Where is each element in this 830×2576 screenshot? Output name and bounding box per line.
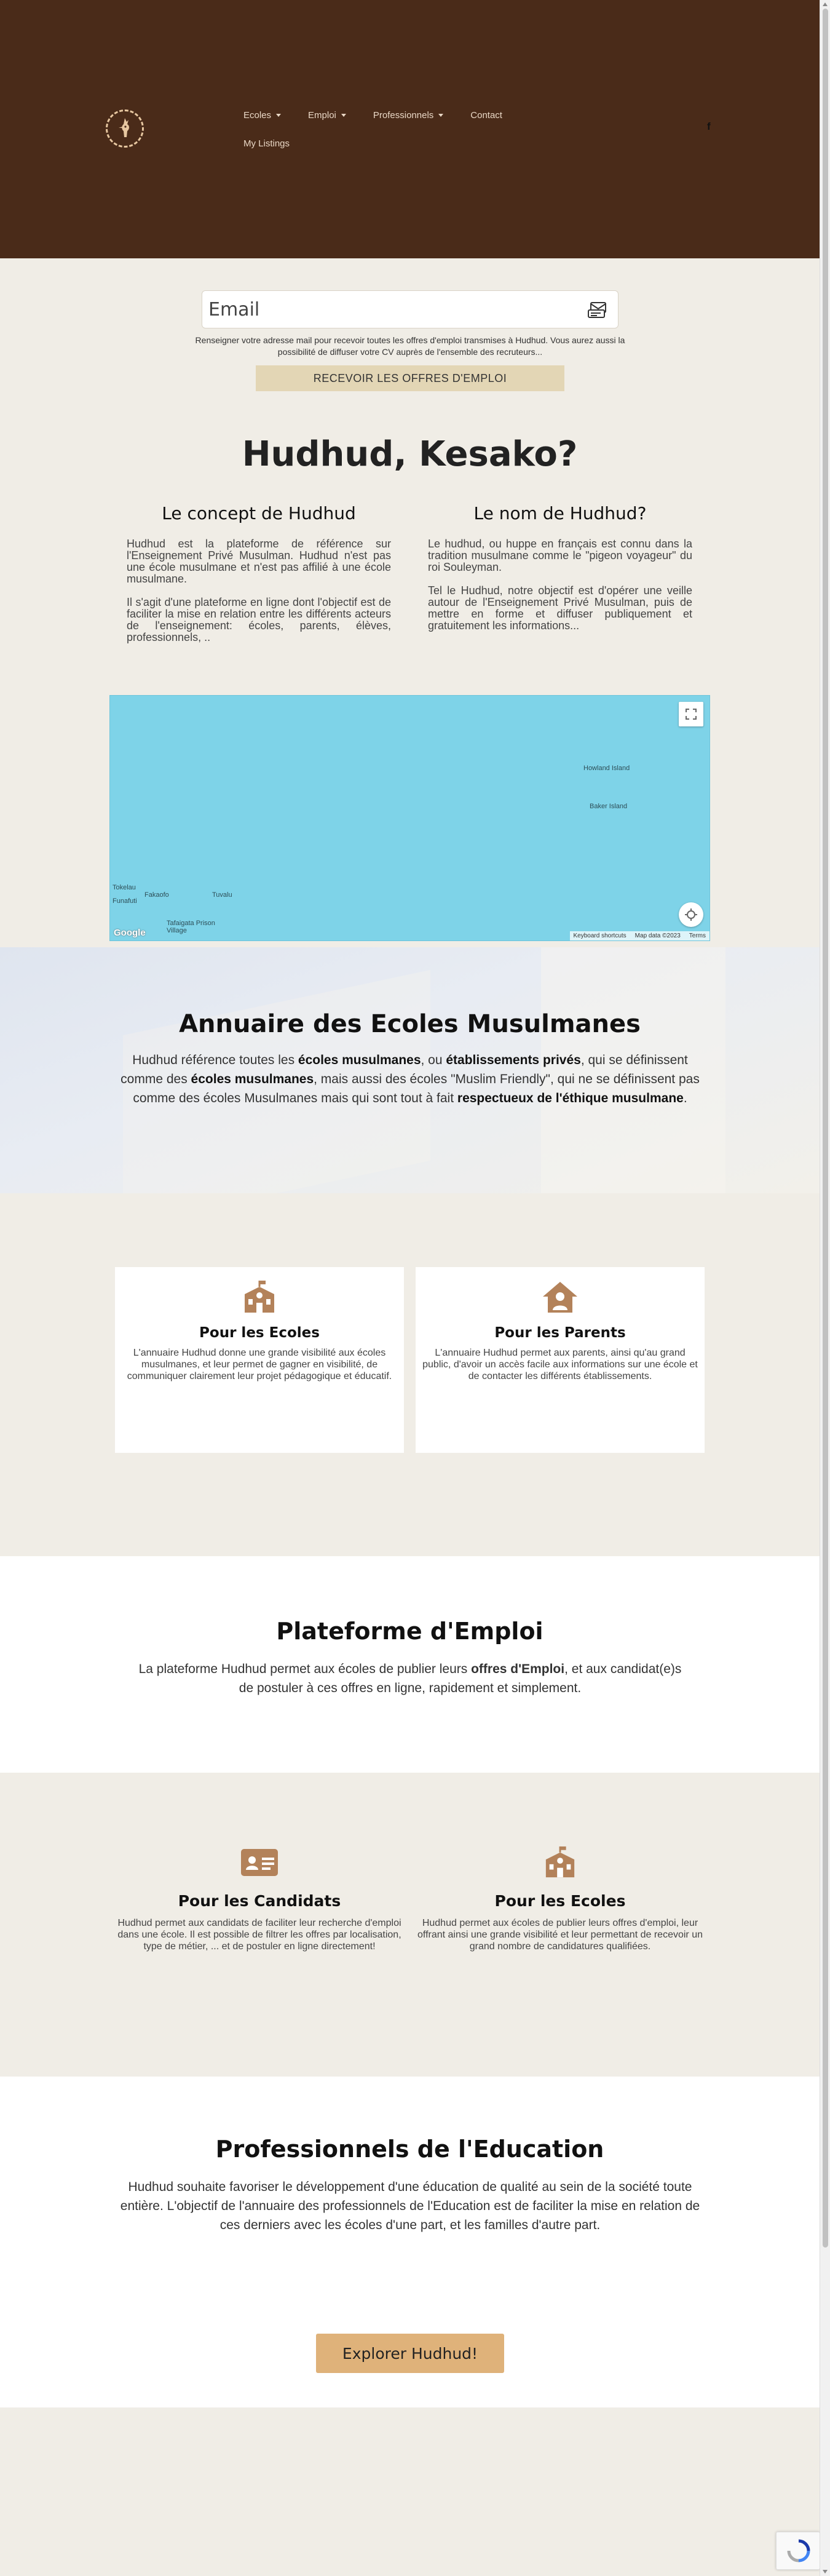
school-icon (240, 1279, 279, 1314)
map-label: Tuvalu (212, 891, 232, 899)
job-alert-signup (0, 258, 820, 399)
concept-heading: Le concept de Hudhud (162, 503, 356, 523)
nav-item-label: Professionnels (373, 109, 434, 121)
jobs-section (0, 1556, 820, 1773)
scroll-down-icon[interactable] (823, 2570, 828, 2574)
page-footer (0, 2407, 820, 2576)
nav-item-label: Contact (470, 109, 502, 121)
jobs-card-title: Pour les Ecoles (494, 1892, 626, 1910)
nav-item-label: Ecoles (243, 109, 272, 121)
nav-item-label: My Listings (243, 138, 290, 149)
jobs-candidats (115, 1845, 404, 1952)
jobs-card-text: Hudhud permet aux écoles de publier leurs offres d'emploi, leur offrant ainsi une grande visibilité et leur permettant de recevoir un grand nombre de candidatures qualifiées. (417, 1918, 703, 1952)
signup-help-text: Renseigner votre adresse mail pour recevoir toutes les offres d'emploi transmises à Hudhud. Vous aurez aussi la possibilité de diffuser votre CV auprès de l'ensemble des recruteurs... (195, 335, 625, 357)
about-section (0, 399, 820, 695)
directory-title: Annuaire des Ecoles Musulmanes (179, 1010, 641, 1038)
nav-item-label: Emploi (308, 109, 336, 121)
map-label: Village (167, 927, 187, 934)
map-attribution (570, 931, 710, 940)
name-paragraph: Le hudhud, ou huppe en français est connu dans la tradition musulmane comme le "pigeon voyageur" du roi Souleyman. (428, 538, 692, 573)
card-ecoles (115, 1267, 404, 1453)
recenter-button[interactable] (679, 902, 703, 927)
chevron-down-icon (438, 114, 443, 117)
concept-paragraph: Hudhud est la plateforme de référence sur l'Enseignement Privé Musulman. Hudhud n'est pas une école musulmane et n'est pas affilié à une école musulmane. (127, 538, 391, 585)
name-paragraph: Tel le Hudhud, notre objectif est d'opérer une veille autour de l'Enseignement Privé Musulman, puis de mettre en forme et diffuser publiquement et gratuitement les informations... (428, 584, 692, 632)
about-title: Hudhud, Kesako? (242, 434, 578, 474)
google-logo: Google (114, 928, 146, 938)
site-header (0, 0, 820, 258)
terms-link[interactable]: Terms (689, 932, 706, 939)
card-title: Pour les Parents (494, 1325, 626, 1341)
jobs-ecoles (416, 1845, 705, 1952)
map-label: Tafaigata Prison (167, 920, 215, 927)
nav-item-emploi[interactable] (308, 110, 346, 121)
email-field-wrapper (202, 290, 619, 328)
map-label: Howland Island (583, 765, 630, 772)
page-scrollbar[interactable] (820, 0, 830, 2576)
nav-item-professionnels[interactable] (373, 110, 443, 121)
main-nav (243, 108, 588, 165)
jobs-title: Plateforme d'Emploi (276, 1618, 543, 1645)
map-label: Baker Island (590, 803, 628, 810)
fullscreen-button[interactable] (679, 702, 703, 726)
hudhud-logo[interactable] (106, 109, 144, 148)
map-label: Tokelau (113, 884, 136, 891)
nav-item-my-listings[interactable] (243, 138, 290, 149)
name-heading: Le nom de Hudhud? (473, 503, 647, 523)
nav-row-secondary (243, 137, 588, 150)
scroll-up-icon[interactable] (823, 2, 828, 6)
name-column (428, 503, 692, 643)
email-field[interactable] (208, 297, 571, 322)
map-data-text: Map data ©2023 (634, 932, 681, 939)
directory-description: Hudhud référence toutes les écoles musulmanes, ou établissements privés, qui se définissent comme des écoles musulmanes, mais aussi des écoles "Muslim Friendly", qui ne se définissent pas comme des écoles Musulmanes mais qui sont tout à fait respectueux de l'éthique musulmane. (121, 1053, 700, 1105)
jobs-description: La plateforme Hudhud permet aux écoles de publier leurs offres d'Emploi, et aux candidat(e)s de postuler à ces offres en ligne, rapidement et simplement. (138, 1662, 682, 1695)
professionals-title: Professionnels de l'Education (215, 2136, 604, 2163)
card-title: Pour les Ecoles (199, 1325, 320, 1341)
nav-item-ecoles[interactable] (243, 110, 281, 121)
chevron-down-icon (276, 114, 281, 117)
facebook-icon[interactable]: f (707, 121, 711, 132)
jobs-card-text: Hudhud permet aux candidats de faciliter leur recherche d'emploi dans une école. Il est possible de filtrer les offres par localisation, type de métier, ... et de postuler en ligne directement! (117, 1918, 401, 1952)
card-text: L'annuaire Hudhud donne une grande visibilité aux écoles musulmanes, et leur permet de gagner en visibilité, de communiquer clairement leur projet pédagogique et éducatif. (127, 1348, 392, 1381)
keyboard-shortcuts-link[interactable]: Keyboard shortcuts (573, 932, 626, 939)
school-icon (540, 1845, 580, 1878)
crosshair-icon (684, 908, 698, 921)
card-parents (416, 1267, 705, 1453)
recaptcha-badge[interactable] (776, 2532, 820, 2570)
nav-row-primary (243, 108, 588, 122)
card-text: L'annuaire Hudhud permet aux parents, ainsi qu'au grand public, d'avoir un accès facile aux informations sur une école et de contacter les différents établissements. (422, 1348, 698, 1381)
jobs-audience (0, 1773, 820, 2077)
map-label: Funafuti (113, 897, 137, 905)
directory-section (0, 947, 820, 1193)
concept-paragraph: Il s'agit d'une plateforme en ligne dont l'objectif est de faciliter la mise en relation entre les différents acteurs de l'enseignement: écoles, parents, élèves, professionnels, .. (127, 596, 391, 643)
hoopoe-icon (114, 116, 135, 141)
nav-item-contact[interactable] (470, 110, 502, 121)
id-card-icon (240, 1845, 279, 1878)
professionals-description: Hudhud souhaite favoriser le développement d'une éducation de qualité au sein de la société toute entière. L'objectif de l'annuaire des professionnels de l'Education est de faciliter la mise en relation de ces derniers avec les écoles d'une part, et les familles d'autre part. (120, 2180, 700, 2232)
recaptcha-icon (786, 2538, 811, 2563)
audience-cards (0, 1193, 820, 1556)
fullscreen-icon (686, 709, 697, 720)
schools-map[interactable] (109, 695, 710, 941)
chevron-down-icon (341, 114, 346, 117)
home-user-icon (540, 1279, 580, 1314)
mail-send-icon (587, 301, 609, 319)
receive-offers-button[interactable]: RECEVOIR LES OFFRES D'EMPLOI (256, 365, 564, 391)
jobs-card-title: Pour les Candidats (178, 1892, 341, 1910)
map-label: Fakaofo (144, 891, 169, 899)
explore-button[interactable]: Explorer Hudhud! (316, 2334, 504, 2373)
scrollbar-thumb[interactable] (823, 9, 828, 2248)
concept-column (127, 503, 391, 655)
professionals-section (0, 2077, 820, 2407)
